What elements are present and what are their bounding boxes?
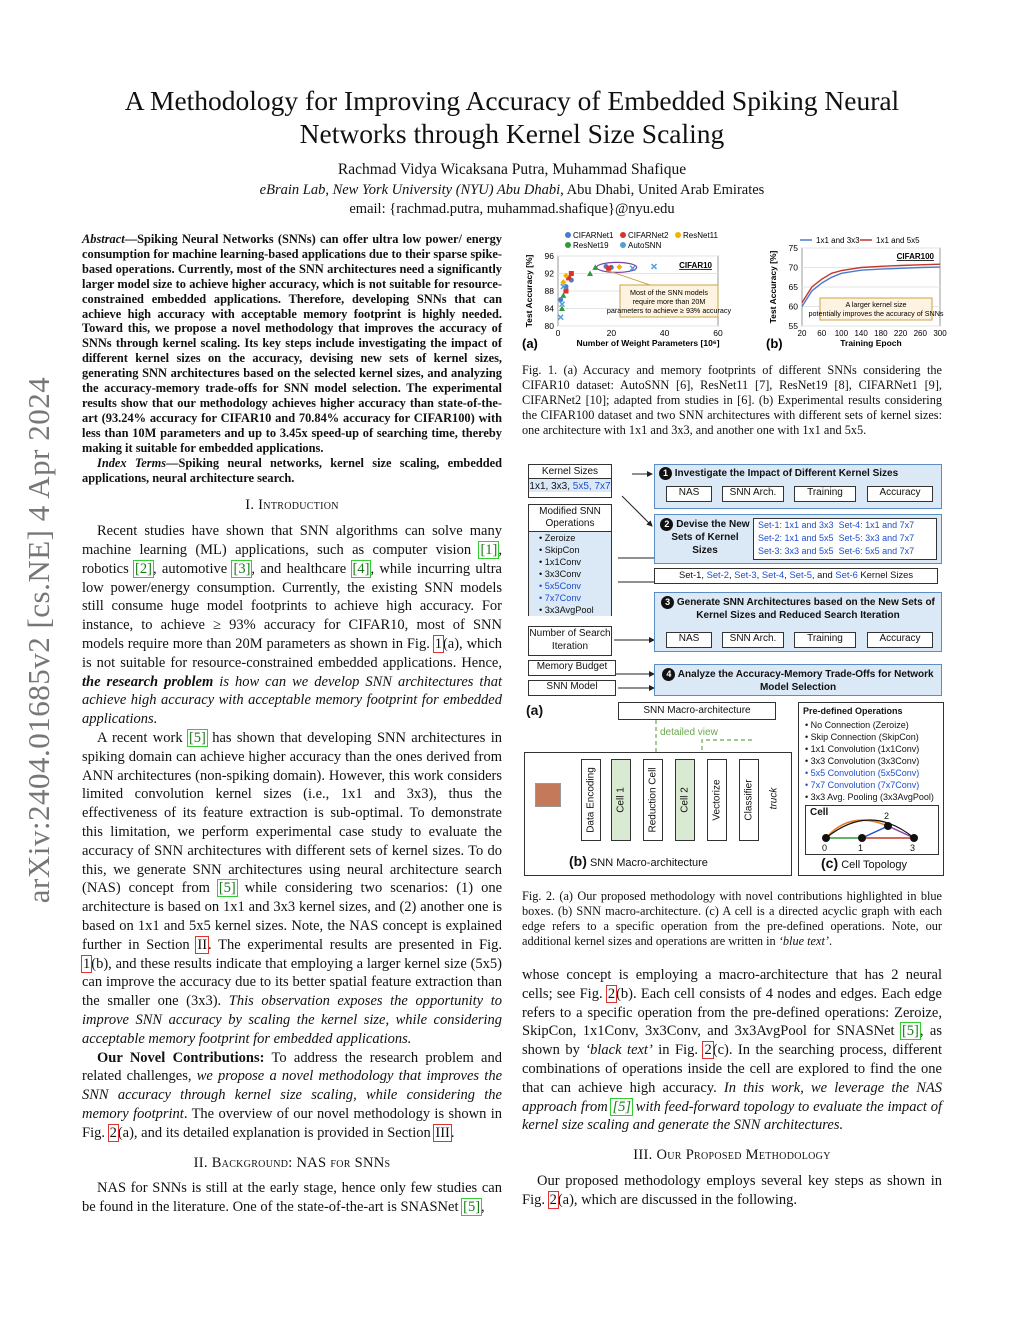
step-1-badge: 1 — [659, 467, 672, 480]
arch-block: Classifier — [739, 759, 759, 841]
annotation-pointer — [606, 270, 650, 285]
nas-box: NAS — [666, 632, 712, 648]
legend-entry: CIFARNet2 — [628, 231, 669, 240]
arch-block: Data Encoding — [581, 759, 601, 841]
arch-block: Vectorize — [707, 759, 727, 841]
x-tick-label: 260 — [913, 329, 927, 338]
citation-link[interactable]: [5] — [463, 1199, 481, 1216]
x-tick-label: 0 — [555, 328, 561, 338]
memory-budget-box: Memory Budget — [528, 660, 616, 676]
y-tick-label: 75 — [788, 243, 798, 253]
chart-title: CIFAR100 — [896, 252, 934, 261]
citation-link[interactable]: [3] — [233, 560, 251, 577]
data-point — [652, 264, 657, 269]
email: email: {rachmad.putra, muhammad.shafique}@nyu.edu — [349, 201, 675, 217]
citation-link[interactable]: [5] — [612, 1098, 632, 1115]
legend-entry: ResNet19 — [573, 241, 609, 250]
x-tick-label: 100 — [834, 329, 849, 338]
abstract — [82, 232, 502, 456]
predefined-ops-panel: Pre-defined Operations • No Connection (Zeroize) • Skip Connection (SkipCon) • 1x1 Convolution (1x1Conv) • 3x3 Convolution (3x3Conv) • 5x5 Convolution (5x5Conv) • 7x7 Convolution (7x7Conv) • 3x3 Avg. Pooling (3x3AvgPool) Cell 0 1 2 3 (c) Cell Topology — [798, 702, 944, 876]
figure-1-caption: Fig. 1. (a) Accuracy and memory footprints of different SNNs considering the CIFAR10 dataset: AutoSNN [6], ResNet11 [7], ResNet19 [8], CIFARNet1 [9], CIFARNet2 [10]; adapted from studies in [6]. (b) Experimental results considering the CIFAR100 dataset and two SNN architectures with different sets of kernel sizes: one architecture with 1x1 and 3x3, and another one with 1x1 and 5x5. — [522, 363, 942, 437]
index-terms — [82, 456, 502, 486]
num-search-iteration-box: Number of Search Iteration — [528, 626, 612, 656]
y-tick-label: 80 — [544, 321, 554, 331]
y-axis-label: Test Accuracy [%] — [524, 254, 534, 328]
detailed-view-label: detailed view — [660, 727, 718, 738]
step-3-title: Generate SNN Architectures based on the New Sets of Kernel Sizes and Reduced Search Iteration — [676, 597, 935, 621]
cell-node — [822, 834, 830, 842]
x-tick-label: 180 — [874, 329, 888, 338]
index-terms-label: Index Terms — [97, 455, 167, 470]
x-tick-label: 140 — [854, 329, 868, 338]
step-1-title: Investigate the Impact of Different Kernel Sizes — [674, 468, 899, 479]
legend-marker — [565, 232, 571, 238]
step-3-badge: 3 — [661, 596, 674, 609]
y-tick-label: 70 — [788, 262, 798, 273]
panel-c-label: (c) Cell Topology — [821, 855, 908, 871]
step-2-badge: 2 — [660, 518, 673, 531]
kernel-sets-box: Set-1: 1x1 and 3x3 Set-4: 1x1 and 7x7 Set-2: 1x1 and 5x5 Set-5: 3x3 and 7x7 Set-3: 3x3 and 5x5 Set-6: 5x5 and 7x7 — [753, 518, 937, 560]
step-4-box — [654, 664, 942, 696]
x-tick-label: 20 — [606, 328, 617, 338]
figure-link[interactable]: 1 — [83, 955, 91, 972]
citation-link[interactable]: [5] — [188, 729, 206, 746]
step-2-box — [654, 514, 942, 564]
modified-ops-box: Modified SNN Operations • Zeroize • SkipCon • 1x1Conv • 3x3Conv • 5x5Conv • 7x7Conv • 3x3AvgPool — [528, 504, 612, 616]
node-label: 2 — [884, 811, 890, 821]
output-label: truck — [768, 787, 780, 810]
figure-2-caption: Fig. 2. (a) Our proposed methodology with novel contributions highlighted in blue boxes. (b) SNN macro-architecture. (c) A cell is a directed acyclic graph with each edge refers to a specific operation from the pre-defined operations. Note, our additional kernel sizes and operations are written in ‘blue text’. — [522, 889, 942, 948]
arch-block: Cell 2 — [675, 759, 695, 841]
panel-label: (b) — [766, 336, 783, 351]
legend-entry: 1x1 and 5x5 — [876, 236, 920, 245]
index-terms-text: —Spiking neural networks, kernel size scaling, embedded applications, neural architecture search. — [82, 455, 502, 485]
authors: Rachmad Vidya Wicaksana Putra, Muhammad Shafique — [337, 161, 687, 178]
nas-box: NAS — [666, 486, 712, 502]
figure-link[interactable]: 2 — [607, 985, 616, 1002]
annotation-text: require more than 20M — [632, 297, 706, 306]
x-axis-label: Training Epoch — [840, 338, 902, 348]
panel-b-label: (b) SNN Macro-architecture — [569, 853, 708, 869]
legend-marker — [620, 242, 626, 248]
y-axis-label: Test Accuracy [%] — [768, 250, 778, 324]
figure-link[interactable]: 2 — [549, 1191, 557, 1208]
annotation-text: potentially improves the accuracy of SNNs — [808, 309, 944, 318]
figure-2 — [522, 462, 944, 882]
legend-entry: CIFARNet1 — [573, 231, 614, 240]
affiliation: eBrain Lab, New York University (NYU) Abu Dhabi, Abu Dhabi, United Arab Emirates — [259, 182, 765, 198]
y-tick-label: 96 — [544, 251, 554, 261]
legend-entry: AutoSNN — [628, 241, 662, 250]
annotation-text: parameters to achieve ≥ 93% accuracy — [606, 306, 732, 315]
right-column — [522, 966, 942, 1210]
data-point — [558, 297, 563, 302]
section-heading-background: II. Background: NAS for SNNs — [193, 1154, 391, 1171]
legend-marker — [565, 242, 571, 248]
university: New York University (NYU) Abu Dhabi — [332, 182, 561, 198]
panel-label: (a) — [522, 336, 538, 351]
section-heading-intro: I. Introduction — [245, 497, 339, 514]
data-point — [592, 264, 598, 270]
arxiv-id: arXiv:2404.01685v2 [cs.NE] 4 Apr 2024 — [21, 376, 56, 904]
y-tick-label: 84 — [544, 303, 554, 314]
x-tick-label: 300 — [933, 329, 947, 338]
right-paragraph-1: whose concept is employing a macro-architecture that has 2 neural cells; see Fig. 2(b). Each cell consists of 4 nodes and edges. Each edge refers to a specific operation from the pre-defined operations: Zeroize, SkipCon, 1x1Conv, 3x3Conv, and 3x3AvgPool for SNASNet [5], as shown by ‘black text’ in Fig. 2(c). In the searching process, different combinations of operations inside the cell are explored to find the one that can achieve high accuracy. In this work, we leverage the NAS approach from [5] with feed-forward topology to evaluate the impact of kernel size scaling and generate the SNN architectures. — [522, 967, 943, 1134]
fig1b-chart — [766, 236, 947, 351]
snn-arch-box: SNN Arch. — [722, 632, 784, 648]
legend-marker — [620, 232, 626, 238]
paper-title: A Methodology for Improving Accuracy of Embedded Spiking Neural Networks through Kernel Size Scaling — [124, 85, 900, 149]
step-2-title: Devise the New Sets of Kernel Sizes — [671, 519, 750, 556]
citation-link[interactable]: [4] — [352, 560, 370, 577]
background-paragraph: NAS for SNNs is still at the early stage, hence only few studies can be found in the literature. One of the state-of-the-art is SNASNet [5], — [82, 1180, 502, 1216]
data-point — [569, 271, 574, 276]
lab-name: eBrain Lab — [259, 182, 326, 198]
citation-link[interactable]: [5] — [901, 1023, 919, 1040]
data-point — [606, 266, 611, 271]
cell-node — [884, 822, 892, 830]
step-4-badge: 4 — [662, 668, 675, 681]
snn-model-box: SNN Model — [528, 680, 616, 696]
citation-link[interactable]: [2] — [135, 560, 152, 577]
legend-entry: ResNet11 — [683, 231, 718, 240]
cell-topology: Cell 0 1 2 3 — [805, 805, 939, 855]
figure-1 — [520, 230, 945, 358]
cell-node — [910, 834, 918, 842]
macro-arch-box: SNN Macro-architecture — [618, 702, 776, 720]
data-point — [616, 264, 622, 270]
figure-link[interactable]: 2 — [109, 1124, 117, 1141]
legend-entry: 1x1 and 3x3 — [816, 236, 860, 245]
citation-link[interactable]: [1] — [480, 542, 498, 558]
kernel-sizes-box: Kernel Sizes 1x1, 3x3, 5x5, 7x7 — [528, 464, 612, 498]
section-link[interactable]: III — [435, 1124, 450, 1141]
annotation-text: Most of the SNN models — [630, 288, 708, 297]
panel-a-label: (a) — [526, 702, 544, 718]
kernel-set-list: Set-1, Set-2, Set-3, Set-4, Set-5, and Set-6 Kernel Sizes — [654, 568, 938, 584]
step-4-title: Analyze the Accuracy-Memory Trade-Offs for Network Model Selection — [677, 669, 934, 693]
y-tick-label: 92 — [544, 268, 554, 279]
left-column — [82, 232, 502, 1217]
chart-title: CIFAR10 — [679, 261, 712, 270]
macro-architecture-panel — [524, 752, 792, 876]
annotation-text: A larger kernel size — [845, 300, 907, 309]
x-tick-label: 220 — [893, 329, 908, 338]
y-tick-label: 65 — [788, 282, 798, 292]
y-tick-label: 55 — [788, 321, 798, 331]
x-tick-label: 20 — [797, 329, 807, 338]
x-tick-label: 60 — [713, 328, 723, 338]
cell-node — [858, 834, 866, 842]
data-point — [558, 315, 563, 320]
data-point — [564, 289, 569, 294]
section-heading-methodology: III. Our Proposed Methodology — [633, 1147, 831, 1164]
training-box: Training — [794, 632, 856, 648]
x-tick-label: 40 — [659, 328, 670, 338]
citation-link[interactable]: [5] — [218, 880, 236, 897]
accuracy-box: Accuracy — [867, 632, 933, 648]
intro-paragraph-1: Recent studies have shown that SNN algorithms can solve many machine learning (ML) applications, such as computer vision [1], robotics [2], automotive [3], and healthcare [4], while incurring ultra low power/energy consumption. Currently, the existing SNN models still consume huge model footprints to achieve high accuracy. For instance, to achieve ≥ 93% accuracy for CIFAR10, most of SNN models require more than 20M parameters as shown in Fig. 1(a), which is not suitable for resource-constrained embedded applications. Hence, the research problem is how can we develop SNN architectures that achieve high accuracy with acceptable memory footprint for embedded applications. — [82, 523, 503, 728]
intro-paragraph-3: Our Novel Contributions: To address the research problem and related challenges, we propose a novel methodology that improves the SNN accuracy through kernel size scaling, while considering the memory footprint. The overview of our novel methodology is shown in Fig. 2(a), and its detailed explanation is provided in Section III. — [82, 1049, 503, 1141]
node-label: 1 — [858, 843, 864, 853]
arxiv-stamp — [22, 360, 56, 920]
accuracy-box: Accuracy — [867, 486, 933, 502]
intro-paragraph-2: A recent work [5] has shown that developing SNN architectures in spiking domain can achieve higher accuracy than the ones derived from ANN architectures (non-spiking domain). However, this work considers limited convolution kernel sizes (i.e., 1x1 and 3x3), thus the effectiveness of its feature extraction is sub-optimal. To demonstrate this limitation, we perform experimental case study to evaluate the accuracy of SNN architectures with different sets of kernel sizes. To do this, we generate SNN architectures using neural architecture search (NAS) concept from [5] while considering two scenarios: (1) one architecture is based on 1x1 and 3x3 kernel sizes, and (2) another one is based on 1x1 and 5x5 kernel sizes. Note, the NAS concept is explained further in Section II. The experimental results are presented in Fig. 1(b), and these results indicate that employing a larger kernel size (5x5) can improve the accuracy due to its better spatial feature extraction than the smaller one (3x3). This observation exposes the opportunity to improve SNN accuracy by scaling the kernel size, while considering acceptable memory footprint for embedded applications. — [82, 729, 503, 1047]
figure-link[interactable]: 2 — [704, 1042, 712, 1059]
input-image — [535, 783, 561, 807]
location: , Abu Dhabi, United Arab Emirates — [560, 182, 765, 198]
y-tick-label: 88 — [544, 286, 554, 296]
training-box: Training — [794, 486, 856, 502]
arch-block: Reduction Cell — [643, 759, 663, 841]
node-label: 0 — [822, 843, 828, 853]
x-axis-label: Number of Weight Parameters [10⁶] — [576, 338, 720, 348]
x-tick-label: 60 — [817, 329, 827, 338]
node-label: 3 — [910, 843, 916, 853]
legend-marker — [675, 232, 681, 238]
abstract-text: —Spiking Neural Networks (SNNs) can offer ultra low power/ energy consumption for machine learning-based applications due to their sparse spike-based operations. Currently, most of the SNN architectures need a significantly larger model size to achieve higher accuracy, which is not suitable for resource-constrained embedded applications. Therefore, developing SNNs that can achieve high accuracy with acceptable memory footprint is highly needed. Toward this, we propose a novel methodology that improves the accuracy of SNNs through kernel scaling. Its key steps include investigating the impact of different kernel sizes on the accuracy, devising new sets of kernel sizes, generating SNN architectures based on the selected kernel sizes, and analyzing the accuracy-memory trade-offs for SNN model selection. The experimental results show that our methodology achieves higher accuracy than state-of-the-art (93.24% accuracy for CIFAR10 and 70.84% accuracy for CIFAR100) with less than 10M parameters and up to 3.45x speed-up of searching time, thereby making it suitable for embedded applications. — [82, 232, 502, 455]
methodology-paragraph: Our proposed methodology employs several key steps as shown in Fig. 2(a), which are discussed in the following. — [522, 1172, 942, 1208]
snn-arch-box: SNN Arch. — [722, 486, 784, 502]
y-tick-label: 60 — [788, 301, 798, 312]
arch-block: Cell 1 — [611, 759, 631, 841]
abstract-label: Abstract — [82, 232, 125, 246]
section-link[interactable]: II — [197, 936, 208, 953]
fig1a-chart — [522, 231, 731, 351]
figure-link[interactable]: 1 — [434, 635, 442, 652]
